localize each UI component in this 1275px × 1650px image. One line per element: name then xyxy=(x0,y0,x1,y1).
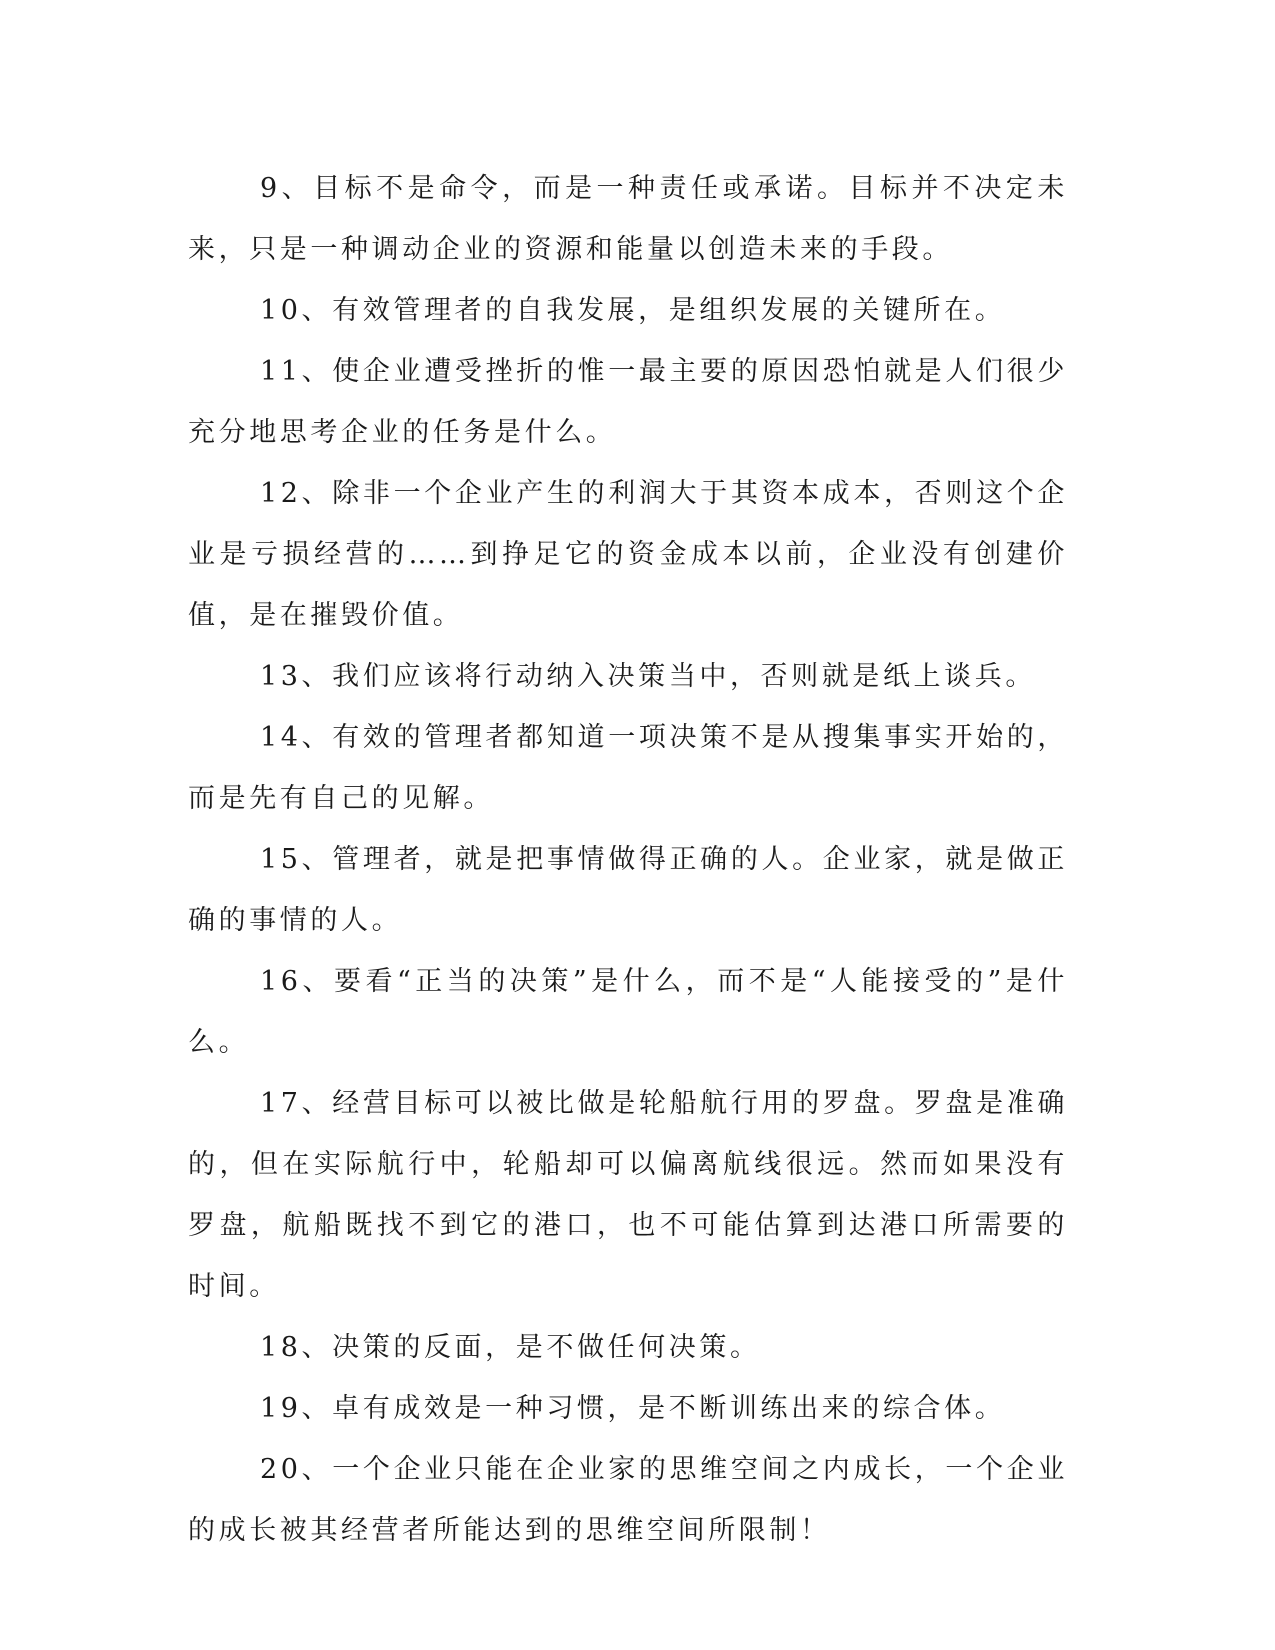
paragraph-19: 19、卓有成效是一种习惯，是不断训练出来的综合体。 xyxy=(260,1393,1006,1424)
paragraph-10: 10、有效管理者的自我发展，是组织发展的关键所在。 xyxy=(260,295,1006,326)
paragraph-14: 14、有效的管理者都知道一项决策不是从搜集事实开始的，而是先有自己的见解。 xyxy=(188,722,1068,814)
paragraph-11: 11、使企业遭受挫折的惟一最主要的原因恐怕就是人们很少充分地思考企业的任务是什么。 xyxy=(188,356,1068,448)
paragraph-18: 18、决策的反面，是不做任何决策。 xyxy=(260,1332,761,1363)
paragraph-16: 16、要看“正当的决策”是什么，而不是“人能接受的”是什么。 xyxy=(188,966,1068,1058)
paragraph-9: 9、目标不是命令，而是一种责任或承诺。目标并不决定未来，只是一种调动企业的资源和能量以创造未来的手段。 xyxy=(188,173,1068,265)
paragraph-12: 12、除非一个企业产生的利润大于其资本成本，否则这个企业是亏损经营的……到挣足它的资金成本以前，企业没有创建价值，是在摧毁价值。 xyxy=(188,478,1068,631)
paragraph-15: 15、管理者，就是把事情做得正确的人。企业家，就是做正确的事情的人。 xyxy=(188,844,1068,936)
document-body xyxy=(188,158,1068,1561)
paragraph-20: 20、一个企业只能在企业家的思维空间之内成长，一个企业的成长被其经营者所能达到的思维空间所限制！ xyxy=(188,1454,1068,1546)
paragraph-13: 13、我们应该将行动纳入决策当中，否则就是纸上谈兵。 xyxy=(260,661,1036,692)
paragraph-17: 17、经营目标可以被比做是轮船航行用的罗盘。罗盘是准确的，但在实际航行中，轮船却可以偏离航线很远。然而如果没有罗盘，航船既找不到它的港口，也不可能估算到达港口所需要的时间。 xyxy=(188,1088,1068,1302)
